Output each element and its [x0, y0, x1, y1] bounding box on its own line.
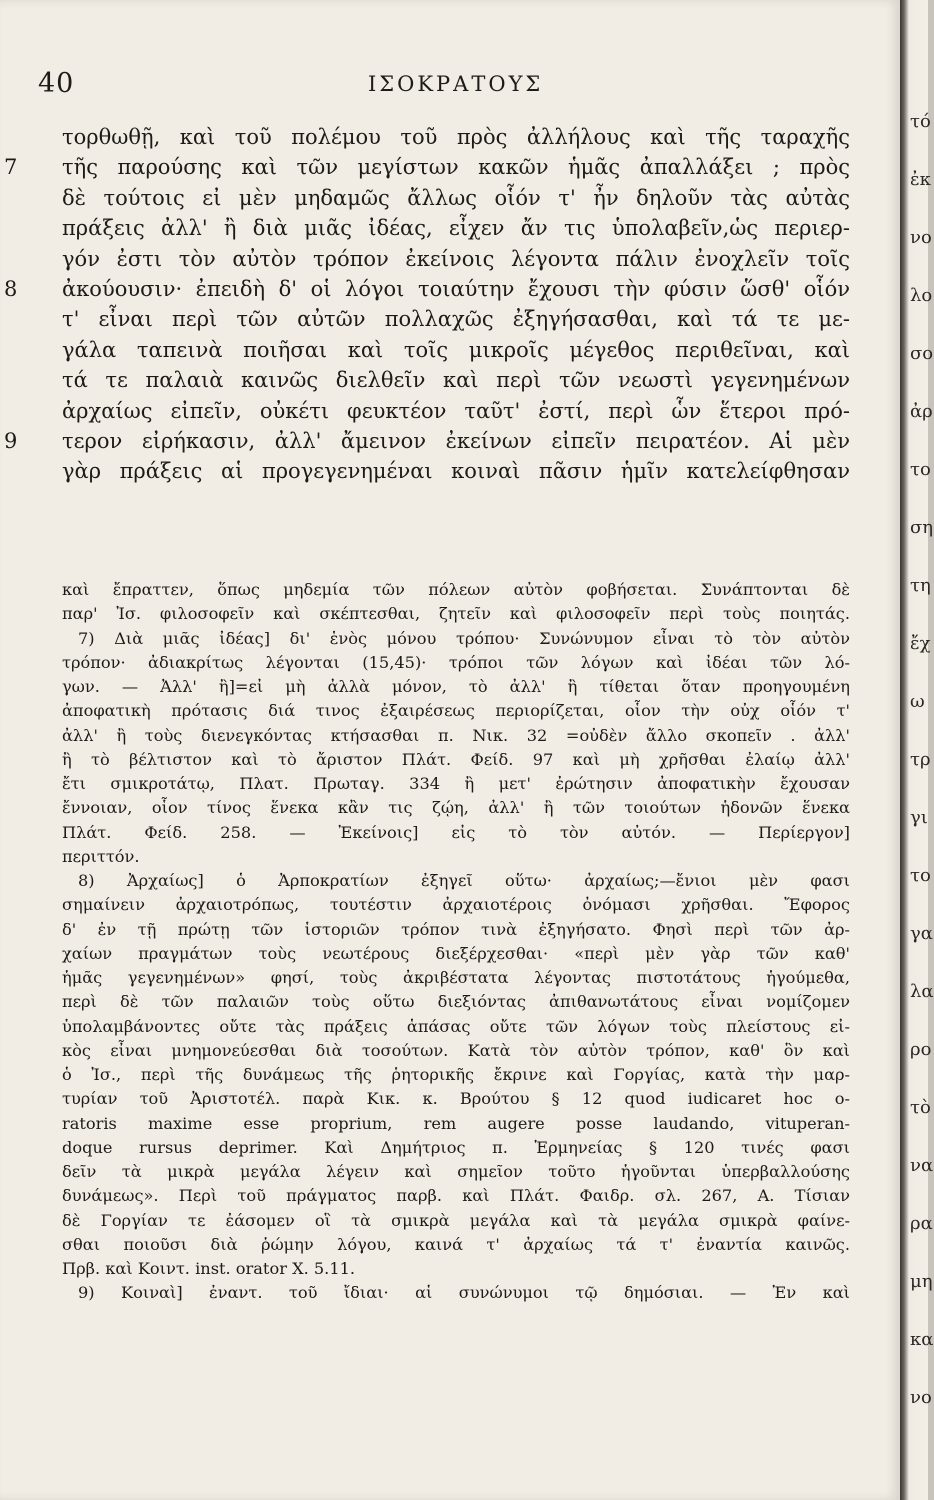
facing-page-fragment: νο — [910, 227, 932, 248]
facing-page-fragment: μη — [910, 1271, 933, 1292]
running-title: ΙΣΟΚΡΑΤΟΥΣ — [368, 72, 544, 96]
facing-page-fragment: κα — [910, 1329, 934, 1350]
footnote-line: δυνάμεως». Περὶ τοῦ πράγματος παρβ. καὶ Πλάτ. Φαιδρ. σλ. 267, Α. Τίσιαν — [62, 1186, 850, 1206]
footnote-line: καὶ ἔπραττεν, ὅπως μηδεμία τῶν πόλεων αὐτὸν φοβήσεται. Συνάπτονται δὲ — [62, 580, 850, 599]
page-number: 40 — [38, 68, 75, 99]
section-number: 9 — [4, 428, 18, 453]
footnote-line: ὑπολαμβάνοντες οὔτε τὰς πράξεις ἁπάσας οὔτε τῶν λόγων τοὺς πλείστους εἰ- — [62, 1016, 850, 1036]
footnote-line: ὁ Ἰσ., περὶ τῆς δυνάμεως τῆς ῥητορικῆς ἔκρινε καὶ Γοργίας, κατὰ τὴν μαρ- — [62, 1065, 850, 1084]
main-text-line: τερον εἰρήκασιν, ἀλλ' ἄμεινον ἐκείνων εἰπεῖν πειρατέον. Αἱ μὲν 9 — [62, 426, 850, 456]
footnote-line: κὸς εἶναι μνημονεύεσθαι διὰ τοσούτων. Κατὰ τὸν αὐτὸν τρόπον, καθ' ὃν καὶ — [62, 1040, 850, 1060]
main-text-block — [4, 122, 850, 487]
facing-page-fragment: τη — [910, 575, 931, 596]
footnote-line: ἢ τὸ βέλτιστον καὶ τὸ ἄριστον Πλάτ. Φείδ. 97 καὶ μὴ χρῆσθαι ἐλαίῳ ἀλλ' — [62, 749, 850, 769]
facing-page-fragment: το — [910, 459, 931, 480]
facing-page-fragment: ρα — [910, 1213, 933, 1234]
main-text-line: γὰρ πράξεις αἱ προγεγενημέναι κοιναὶ πᾶσιν ἡμῖν κατελείφθησαν — [62, 459, 850, 484]
facing-page-fragment: τρ — [910, 749, 931, 770]
footnote-line: περιττόν. — [62, 846, 140, 866]
footnote-line: doque rursus deprimer. Καὶ Δημήτριος π. Ἑρμηνείας § 120 τινές φασι — [62, 1137, 850, 1157]
footnote-line: δὲ Γοργίαν τε ἐάσομεν οἳ τὰ σμικρὰ μεγάλα καὶ τὰ μεγάλα σμικρὰ φαίνε- — [62, 1210, 850, 1230]
facing-page-fragment: ἐκ — [910, 169, 931, 190]
main-text-line: τ' εἶναι περὶ τῶν αὐτῶν πολλαχῶς ἐξηγήσασθαι, καὶ τά τε με- — [62, 307, 850, 332]
main-text-line: γάλα ταπεινὰ ποιῆσαι καὶ τοῖς μικροῖς μέγεθος περιθεῖναι, καὶ — [62, 337, 850, 362]
footnote-line: χαίων πραγμάτων τοὺς νεωτέρους διεξέρχεσθαι· «περὶ μὲν γὰρ τῶν καθ' — [62, 943, 850, 963]
footnote-line: ἔτι σμικροτάτῳ, Πλατ. Πρωταγ. 334 ἢ μετ' ἐρώτησιν ἀποφατικὴν ἔχουσαν — [62, 774, 850, 793]
footnote-line: σημαίνειν ἀρχαιοτρόπως, τουτέστιν ἀρχαιοτέροις ὀνόμασι χρῆσθαι. Ἔφορος — [62, 895, 850, 915]
footnote-line: δ' ἐν τῇ πρώτῃ τῶν ἱστοριῶν τρόπον τινὰ ἐξηγήσατο. Φησὶ περὶ τῶν ἀρ- — [62, 919, 850, 939]
main-text-line: τῆς παρούσης καὶ τῶν μεγίστων κακῶν ἡμᾶς ἀπαλλάξει ; πρὸς 7 — [62, 152, 850, 182]
footnote-line: Πλάτ. Φείδ. 258. — Ἐκείνοις] εἰς τὸ τὸν αὐτόν. — Περίεργον] — [62, 822, 850, 842]
facing-page-fragment: γα — [910, 923, 933, 944]
main-text-line: τορθωθῇ, καὶ τοῦ πολέμου τοῦ πρὸς ἀλλήλους καὶ τῆς ταραχῆς — [62, 125, 850, 149]
footnote-line: παρ' Ἰσ. φιλοσοφεῖν καὶ σκέπτεσθαι, ζητεῖν καὶ φιλοσοφεῖν περὶ τοὺς ποιητάς. — [62, 604, 850, 624]
main-text-line: πράξεις ἀλλ' ἢ διὰ μιᾶς ἰδέας, εἶχεν ἄν τις ὑπολαβεῖν,ὡς περιερ- — [62, 216, 850, 241]
footnote-line: τυρίαν τοῦ Ἀριστοτέλ. παρὰ Κικ. κ. Βρούτου § 12 quod iudicaret hoc o- — [62, 1089, 850, 1109]
facing-page-fragment: ω — [910, 691, 925, 712]
footnote-line: τρόπον· ἀδιακρίτως λέγονται (15,45)· τρόποι τῶν λόγων καὶ ἰδέαι τῶν λό- — [62, 652, 850, 672]
footnote-line: γων. — Ἀλλ' ἢ]=εἰ μὴ ἀλλὰ μόνον, τὸ ἀλλ' ἢ τίθεται ὅταν προηγουμένη — [62, 677, 850, 696]
facing-page-fragment: τό — [910, 111, 931, 132]
footnote-line: 7) Διὰ μιᾶς ἰδέας] δι' ἑνὸς μόνου τρόπου· Συνώνυμον εἶναι τὸ τὸν αὐτὸν — [78, 628, 850, 648]
footnote-line: ratoris maxime esse proprium, rem augere posse laudando, vituperan- — [62, 1113, 850, 1133]
main-text-line: ἀκούουσιν· ἐπειδὴ δ' οἱ λόγοι τοιαύτην ἔχουσι τὴν φύσιν ὥσθ' οἷόν 8 — [62, 274, 850, 304]
facing-page-fragment: νο — [910, 1387, 932, 1408]
footnote-line: σθαι ποιοῦσι διὰ ῥώμην λόγου, καινά τ' ἀρχαίως τά τ' ἐναντία καινῶς. — [62, 1234, 850, 1254]
footnote-line: ἀλλ' ἢ τοὺς διενεγκόντας κτήσασθαι π. Νικ. 32 =οὐδὲν ἄλλο σκοπεῖν . ἀλλ' — [62, 725, 850, 745]
facing-page-fragment: λο — [910, 285, 933, 306]
footnote-line: Πρβ. καὶ Κοιντ. inst. orator X. 5.11. — [62, 1259, 356, 1278]
footnotes-block — [62, 578, 850, 1306]
main-text-line: ἀρχαίως εἰπεῖν, οὐκέτι φευκτέον ταῦτ' ἐστί, περὶ ὧν ἕτεροι πρό- — [62, 398, 850, 423]
facing-page-edge — [900, 0, 934, 1500]
facing-page-fragment: σο — [910, 343, 934, 364]
main-text-line: γόν ἐστι τὸν αὐτὸν τρόπον ἐκείνοις λέγοντα πάλιν ἐνοχλεῖν τοῖς — [62, 246, 850, 271]
footnote-line: ἀποφατικὴ πρότασις διά τινος ἐξαιρέσεως περιορίζεται, οἷον τὴν οὐχ οἷόν τ' — [62, 701, 850, 721]
footnote-line: περὶ δὲ τῶν παλαιῶν τοὺς οὕτω διεξιόντας ἀπιθανωτάτους εἶναι νομίζομεν — [62, 992, 850, 1012]
footnote-line: ἔννοιαν, οἷον τίνος ἕνεκα κἂν τις ζῴη, ἀλλ' ἢ τῶν τοιούτων ἡδονῶν ἕνεκα — [62, 798, 850, 818]
main-text-line: δὲ τούτοις εἰ μὲν μηδαμῶς ἄλλως οἷόν τ' ἦν δηλοῦν τὰς αὐτὰς — [62, 185, 850, 210]
facing-page-fragment: ση — [910, 517, 934, 538]
footnote-line: δεῖν τὰ μικρὰ μεγάλα λέγειν καὶ σημεῖον τοῦτο ἡγοῦνται ὑπερβαλλούσης — [62, 1162, 850, 1181]
facing-page-fragment: λα — [910, 981, 934, 1002]
facing-page-fragment: ρο — [910, 1039, 932, 1060]
section-number: 8 — [4, 276, 18, 301]
facing-page-fragment: γι — [910, 807, 928, 828]
facing-page-fragment: το — [910, 865, 931, 886]
main-text-line: τά τε παλαιὰ καινῶς διελθεῖν καὶ περὶ τῶν νεωστὶ γεγενημένων — [62, 368, 850, 393]
facing-page-fragment: ἔχ — [910, 633, 931, 654]
running-head — [38, 68, 858, 102]
facing-page-fragment: να — [910, 1155, 934, 1176]
footnote-line: ἡμᾶς γεγενημένων» φησί, τοὺς ἀκριβέστατα λέγοντας πιστοτάτους ἡγούμεθα, — [62, 968, 850, 987]
footnote-line: 9) Κοιναὶ] ἐναντ. τοῦ ἴδιαι· αἱ συνώνυμοι τῷ δημόσιαι. — Ἐν καὶ — [78, 1283, 850, 1303]
facing-page-fragment: τὸ — [910, 1097, 931, 1118]
facing-page-fragment: ἀρ — [910, 401, 933, 422]
section-number: 7 — [4, 155, 18, 180]
footnote-line: 8) Ἀρχαίως] ὁ Ἀρποκρατίων ἐξηγεῖ οὕτω· ἀρχαίως;—ἔνιοι μὲν φασι — [78, 871, 850, 890]
